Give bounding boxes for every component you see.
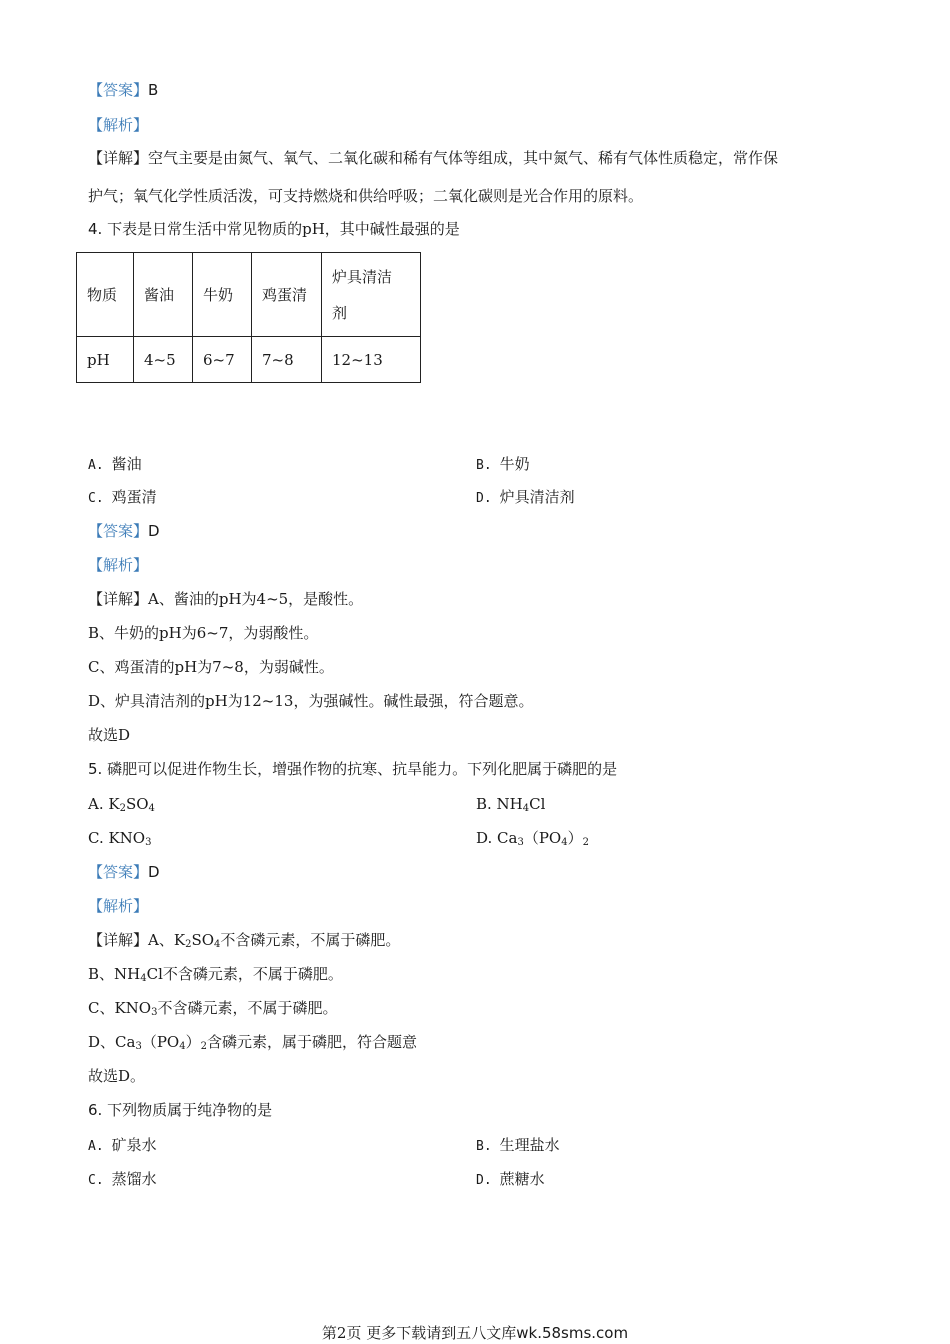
- option-letter: A.: [88, 458, 104, 473]
- answer-tag: 【答案】: [88, 522, 149, 540]
- option-letter: D.: [476, 1173, 492, 1188]
- option-text: C. KNO: [88, 829, 146, 847]
- table-cell: [322, 253, 421, 337]
- q3-detail-line1: [88, 147, 778, 169]
- q5-detail-b: [88, 963, 343, 990]
- q3-analysis-line: [88, 114, 148, 136]
- table-cell: 7~8: [252, 337, 322, 383]
- subscript: 2: [582, 837, 589, 848]
- table-cell: 12~13: [322, 337, 421, 383]
- option-text: 炉具清洁剂: [499, 488, 575, 506]
- q4-conclusion: [88, 724, 130, 746]
- table-header-row: [77, 253, 421, 337]
- question-number: 5.: [88, 760, 103, 778]
- detail-tag: 【详解】: [88, 931, 149, 949]
- q6-option-a: [88, 1134, 157, 1158]
- question-text: 下列物质属于纯净物的是: [107, 1101, 273, 1119]
- question-text: 磷肥可以促进作物生长，增强作物的抗寒、抗旱能力。下列化肥属于磷肥的是: [107, 760, 618, 778]
- question-number: 4.: [88, 220, 103, 238]
- option-letter: B.: [476, 458, 492, 473]
- footer-site-link[interactable]: wk.58sms.com: [516, 1324, 629, 1342]
- q5-conclusion: [88, 1065, 145, 1087]
- option-letter: D.: [476, 491, 492, 506]
- subscript: 3: [135, 1041, 142, 1052]
- q5-answer-line: [88, 861, 160, 883]
- subscript: 2: [119, 803, 126, 814]
- subscript: 2: [200, 1041, 207, 1052]
- table-cell: 酱油: [134, 253, 193, 337]
- option-letter: B.: [476, 1139, 492, 1154]
- detail-text: 空气主要是由氮气、氧气、二氧化碳和稀有气体等组成，其中氮气、稀有气体性质稳定，常作保: [148, 149, 779, 167]
- option-text: 生理盐水: [499, 1136, 560, 1154]
- subscript: 4: [148, 803, 155, 814]
- option-text: （PO: [523, 829, 562, 847]
- analysis-tag: 【解析】: [88, 556, 149, 574]
- q5-analysis-line: [88, 895, 148, 917]
- option-text: 牛奶: [499, 455, 530, 473]
- q6-option-c: [88, 1168, 157, 1192]
- q4-option-d: [476, 486, 575, 510]
- subscript: 3: [151, 1007, 158, 1018]
- option-letter: C.: [88, 1173, 104, 1188]
- q6-option-d: [476, 1168, 545, 1192]
- ph-table: [76, 252, 421, 383]
- q4-detail-b: [88, 622, 318, 644]
- q4-detail-d: [88, 690, 533, 712]
- option-text: 蒸馏水: [111, 1170, 157, 1188]
- table-cell: 牛奶: [193, 253, 252, 337]
- detail-text: 含磷元素，属于磷肥，符合题意: [206, 1033, 417, 1051]
- q5-option-c: [88, 827, 151, 854]
- detail-text: D、炉具清洁剂的pH为12~13，为强碱性。碱性最强，符合题意。: [88, 692, 534, 710]
- q3-detail-line2: [88, 185, 643, 207]
- detail-tag: 【详解】: [88, 590, 149, 608]
- detail-text: D、Ca: [88, 1033, 136, 1051]
- detail-text: A、酱油的pH为4~5，是酸性。: [148, 590, 364, 608]
- subscript: 2: [185, 939, 192, 950]
- subscript: 3: [517, 837, 524, 848]
- table-cell: 6~7: [193, 337, 252, 383]
- option-text: A. K: [88, 795, 120, 813]
- q5-question: [88, 758, 617, 780]
- answer-tag: 【答案】: [88, 863, 149, 881]
- option-text: B. NH: [476, 795, 523, 813]
- option-text: Cl: [529, 795, 546, 813]
- detail-text: A、K: [148, 931, 186, 949]
- q4-answer-line: [88, 520, 160, 542]
- detail-text: 不含磷元素，不属于磷肥。: [157, 999, 338, 1017]
- option-text: 鸡蛋清: [111, 488, 157, 506]
- subscript: 3: [145, 837, 152, 848]
- subscript: 4: [140, 973, 147, 984]
- q4-option-c: [88, 486, 157, 510]
- q3-answer-line: [88, 79, 158, 101]
- q6-option-b: [476, 1134, 560, 1158]
- option-text: SO: [125, 795, 149, 813]
- subscript: 4: [214, 939, 221, 950]
- subscript: 4: [179, 1041, 186, 1052]
- detail-tag: 【详解】: [88, 149, 149, 167]
- detail-text: （PO: [141, 1033, 180, 1051]
- subscript: 4: [561, 837, 568, 848]
- option-text: ）: [567, 829, 583, 847]
- detail-text: C、鸡蛋清的pH为7~8，为弱碱性。: [88, 658, 334, 676]
- detail-text: 护气；氧气化学性质活泼，可支持燃烧和供给呼吸；二氧化碳则是光合作用的原料。: [88, 187, 644, 205]
- table-cell: 4~5: [134, 337, 193, 383]
- q5-option-d: [476, 827, 589, 854]
- detail-text: SO: [191, 931, 215, 949]
- question-number: 6.: [88, 1101, 103, 1119]
- detail-text: B、NH: [88, 965, 141, 983]
- q5-detail-d: [88, 1031, 417, 1058]
- answer-tag: 【答案】: [88, 81, 149, 99]
- conclusion-text: 故选D。: [88, 1067, 146, 1085]
- option-letter: C.: [88, 491, 104, 506]
- conclusion-text: 故选D: [88, 726, 131, 744]
- q5-option-a: [88, 793, 155, 820]
- answer-value: B: [148, 81, 159, 99]
- detail-text: B、牛奶的pH为6~7，为弱酸性。: [88, 624, 319, 642]
- table-row: [77, 337, 421, 383]
- option-text: 酱油: [111, 455, 142, 473]
- q5-detail-c: [88, 997, 338, 1024]
- table-cell-line: 剂: [332, 303, 348, 322]
- analysis-tag: 【解析】: [88, 116, 149, 134]
- option-text: 蔗糖水: [499, 1170, 545, 1188]
- table-cell: 鸡蛋清: [252, 253, 322, 337]
- detail-text: Cl不含磷元素，不属于磷肥。: [146, 965, 343, 983]
- q4-question: [88, 218, 460, 240]
- answer-value: D: [148, 863, 160, 881]
- q4-option-a: [88, 453, 142, 477]
- table-cell: 物质: [77, 253, 134, 337]
- subscript: 4: [522, 803, 530, 814]
- q4-detail-c: [88, 656, 334, 678]
- q5-detail-a: [88, 929, 400, 956]
- option-text: 矿泉水: [111, 1136, 157, 1154]
- q4-option-b: [476, 453, 530, 477]
- q6-question: [88, 1099, 272, 1121]
- q5-option-b: [476, 793, 545, 820]
- analysis-tag: 【解析】: [88, 897, 149, 915]
- detail-text: ）: [185, 1033, 201, 1051]
- q4-analysis-line: [88, 554, 148, 576]
- detail-text: C、KNO: [88, 999, 152, 1017]
- option-text: D. Ca: [476, 829, 518, 847]
- q4-detail-a: [88, 588, 363, 610]
- question-text: 下表是日常生活中常见物质的pH，其中碱性最强的是: [107, 220, 460, 238]
- footer-page-text: 第2页 更多下载请到五八文库: [321, 1324, 517, 1342]
- answer-value: D: [148, 522, 160, 540]
- table-cell: pH: [77, 337, 134, 383]
- page-footer: [0, 1322, 950, 1343]
- option-letter: A.: [88, 1139, 104, 1154]
- detail-text: 不含磷元素，不属于磷肥。: [220, 931, 401, 949]
- table-cell-line: 炉具清洁: [332, 267, 393, 286]
